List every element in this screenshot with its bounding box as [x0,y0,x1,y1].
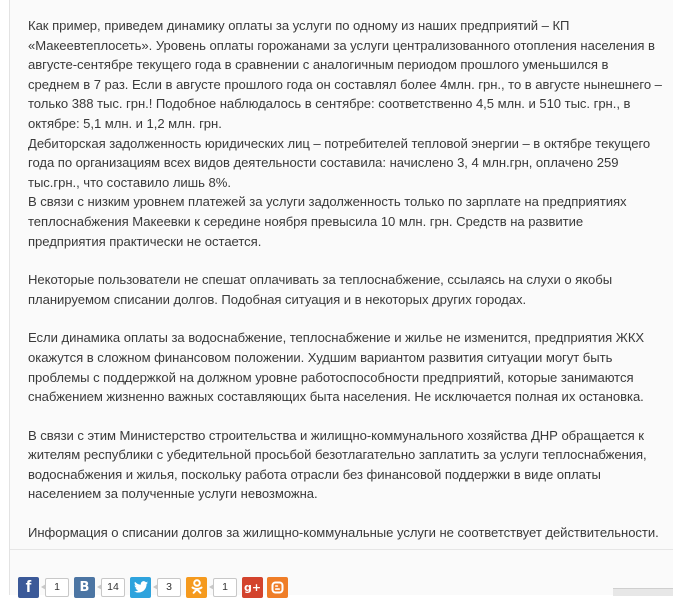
article-paragraph [28,270,668,309]
article-body [28,16,668,562]
text-line: планируемом списании долгов. Подобная ситуация и в некоторых других городах. [28,291,527,307]
text-line: В связи с низким уровнем платежей за услуги задолженность только по зарплате на предприятиях [28,194,627,210]
vk-share-button[interactable] [74,577,95,598]
article-card [9,0,673,595]
text-line: «Макеевтеплосеть». Уровень оплаты горожанами за услуги централизованного отопления населения в [28,37,655,53]
text-line: Дебиторская задолженность юридических лиц – потребителей тепловой энергии – в октябре текущего [28,135,651,151]
odnoklassniki-icon [191,579,203,595]
article-paragraph [28,16,668,251]
twitter-bird-icon [134,581,148,593]
odnoklassniki-share-count: 1 [213,578,237,597]
facebook-icon: f [25,577,32,596]
text-line: снабжением жизненно важных составляющих быта населения. Не исключается полная их остановка. [28,389,644,405]
text-line: тыс.грн., что составило лишь 8%. [28,174,231,190]
odnoklassniki-share-button[interactable] [186,577,207,598]
text-line: теплоснабжения Макеевки к середине ноября превысила 10 млн. грн. Средств на развитие [28,213,584,229]
twitter-share-count: 3 [157,578,181,597]
facebook-share-button[interactable] [18,577,39,598]
article-paragraph [28,328,668,406]
article-paragraph [28,426,668,504]
text-line: Информация о списании долгов за жилищно-коммунальные услуги не соответствует действительности. [28,525,659,541]
text-line: августе-сентябре текущего года в сравнении с аналогичным периодом прошлого уменьшился в [28,57,609,73]
twitter-share-button[interactable] [130,577,151,598]
text-line: среднем в 7 раз. Если в августе прошлого года он составлял более 4млн. грн., то в августе нынешнего – [28,76,662,92]
divider [10,549,673,550]
text-line: октябре: 5,1 млн. и 1,2 млн. грн. [28,115,222,131]
facebook-share-count: 1 [45,578,69,597]
text-line: предприятия практически не остается. [28,233,262,249]
text-line: Некоторые пользователи не спешат оплачивать за теплоснабжение, ссылаясь на слухи о якобы [28,272,613,288]
text-line: В связи с этим Министерство строительства и жилищно-коммунального хозяйства ДНР обращается к [28,427,644,443]
text-line: проблемы с поддержкой на должном уровне работоспособности предприятий, которые занимаются [28,369,634,385]
text-line: населением за полученные услуги невозможна. [28,486,318,502]
vk-icon: B [79,579,90,595]
blogger-icon [271,581,284,594]
article-paragraph [28,523,668,543]
google-plus-share-button[interactable] [242,577,263,598]
text-line: жителям республики с убедительной просьбой безотлагательно заплатить за услуги теплоснабжения, [28,447,647,463]
google-plus-icon: g+ [243,580,262,594]
text-line: года по организациям всех видов деятельности составила: начислено 3, 4 млн.грн, оплачено 259 [28,155,619,171]
text-line: Как пример, приведем динамику оплаты за услуги по одному из наших предприятий – КП [28,18,570,33]
text-line: только 388 тыс. грн.! Подобное наблюдалось в сентябре: соответственно 4,5 млн. и 510 тыс. грн., в [28,96,631,112]
text-line: Если динамика оплаты за водоснабжение, теплоснабжение и жилье не изменится, предприятия ЖКХ [28,330,645,346]
text-line: окажутся в сложном финансовом положении. Худшим вариантом развития ситуации могут быть [28,349,613,365]
blogger-share-button[interactable] [267,577,288,598]
text-line: водоснабжения и жилья, поскольку работа отрасли без финансовой поддержки в виде оплаты [28,466,601,482]
vk-share-count: 14 [101,578,125,597]
